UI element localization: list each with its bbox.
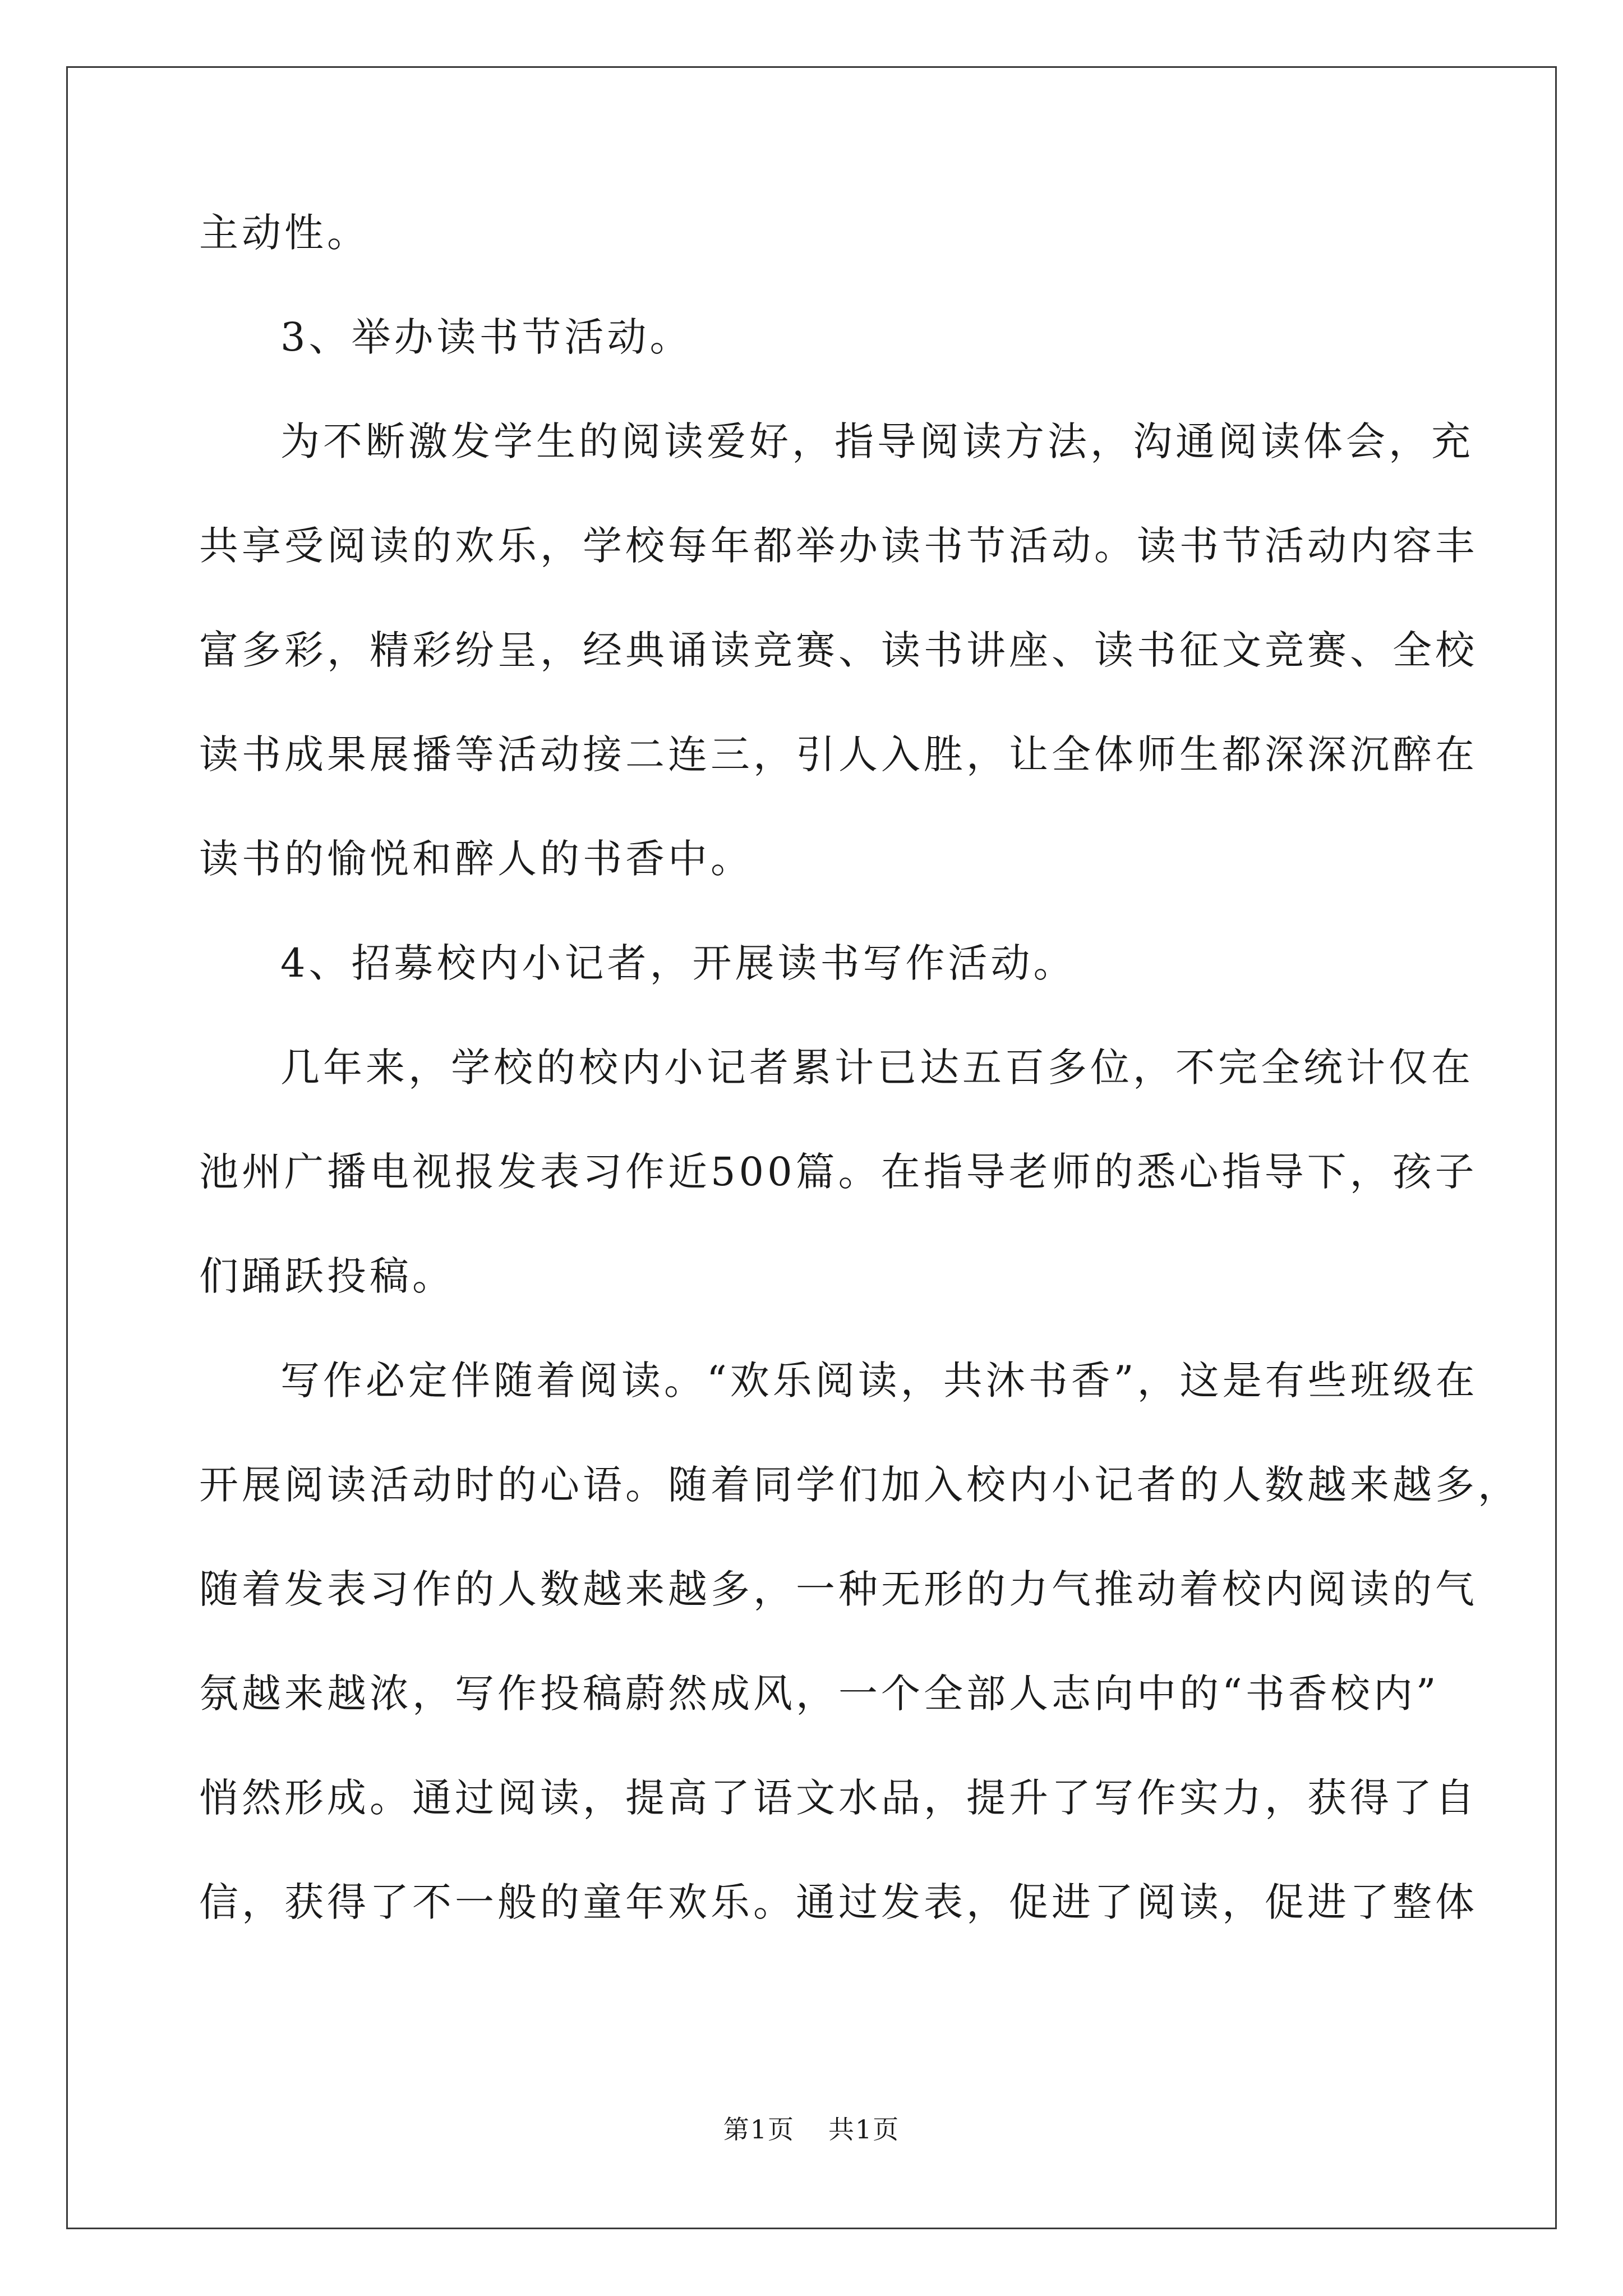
page-total: 共1页 xyxy=(828,2114,900,2145)
text-line: 读书成果展播等活动接二连三，引人入胜，让全体师生都深深沉醉在 xyxy=(199,731,1478,777)
text-line: 悄然形成。通过阅读，提高了语文水品，提升了写作实力，获得了自 xyxy=(199,1775,1478,1821)
section-heading: 3、举办读书节活动。 xyxy=(280,314,693,360)
text-line: 氛越来越浓，写作投稿蔚然成风，一个全部人志向中的“书香校内” xyxy=(199,1671,1440,1717)
text-line: 主动性。 xyxy=(199,210,370,256)
text-line: 写作必定伴随着阅读。“欢乐阅读，共沐书香”，这是有些班级在 xyxy=(280,1358,1478,1404)
text-line: 随着发表习作的人数越来越多，一种无形的力气推动着校内阅读的气 xyxy=(199,1566,1478,1612)
section-heading: 4、招募校内小记者，开展读书写作活动。 xyxy=(280,940,1076,986)
text-line: 池州广播电视报发表习作近500篇。在指导老师的悉心指导下，孩子 xyxy=(199,1149,1478,1195)
text-line: 信，获得了不一般的童年欢乐。通过发表，促进了阅读，促进了整体 xyxy=(199,1879,1478,1925)
text-line: 读书的愉悦和醉人的书香中。 xyxy=(199,836,753,882)
page-number: 第1页 xyxy=(723,2114,795,2145)
text-line: 为不断激发学生的阅读爱好，指导阅读方法，沟通阅读体会，充 xyxy=(280,418,1474,464)
text-line: 富多彩，精彩纷呈，经典诵读竞赛、读书讲座、读书征文竞赛、全校 xyxy=(199,627,1478,673)
text-line: 几年来，学校的校内小记者累计已达五百多位，不完全统计仅在 xyxy=(280,1045,1474,1091)
text-line: 共享受阅读的欢乐，学校每年都举办读书节活动。读书节活动内容丰 xyxy=(199,523,1478,569)
text-line: 开展阅读活动时的心语。随着同学们加入校内小记者的人数越来越多， xyxy=(199,1462,1520,1508)
page-footer xyxy=(0,2109,1623,2146)
text-line: 们踊跃投稿。 xyxy=(199,1253,455,1299)
